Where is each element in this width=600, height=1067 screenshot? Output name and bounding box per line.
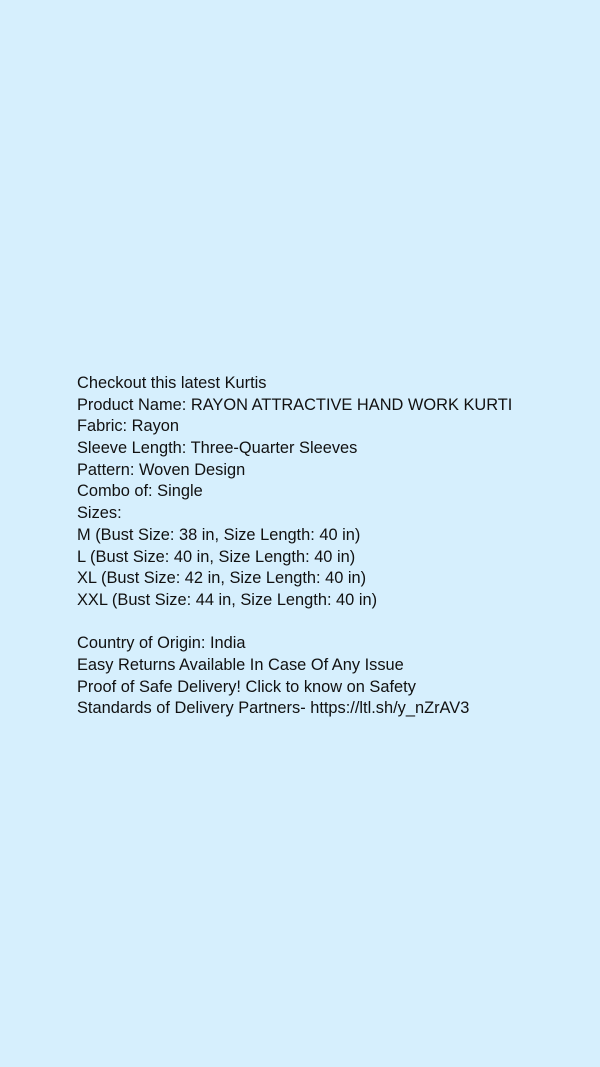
returns-line: Easy Returns Available In Case Of Any Issue xyxy=(77,655,404,674)
size-xl-line: XL (Bust Size: 42 in, Size Length: 40 in) xyxy=(77,569,367,588)
size-m-line: M (Bust Size: 38 in, Size Length: 40 in) xyxy=(77,525,361,544)
pattern-line: Pattern: Woven Design xyxy=(77,460,246,479)
spacer xyxy=(77,612,577,634)
safety-line: Proof of Safe Delivery! Click to know on Safety xyxy=(77,677,416,696)
delivery-standards-line: Standards of Delivery Partners- https://ltl.sh/y_nZrAV3 xyxy=(77,699,470,718)
product-name-line: Product Name: RAYON ATTRACTIVE HAND WORK KURTI xyxy=(77,395,513,414)
sleeve-length-line: Sleeve Length: Three-Quarter Sleeves xyxy=(77,439,358,458)
size-xxl-line: XXL (Bust Size: 44 in, Size Length: 40 in) xyxy=(77,590,378,609)
fabric-line: Fabric: Rayon xyxy=(77,417,180,436)
size-l-line: L (Bust Size: 40 in, Size Length: 40 in) xyxy=(77,547,356,566)
country-of-origin-line: Country of Origin: India xyxy=(77,634,246,653)
intro-line: Checkout this latest Kurtis xyxy=(77,374,267,392)
sizes-heading: Sizes: xyxy=(77,504,122,523)
combo-line: Combo of: Single xyxy=(77,482,203,501)
product-description xyxy=(77,373,577,720)
